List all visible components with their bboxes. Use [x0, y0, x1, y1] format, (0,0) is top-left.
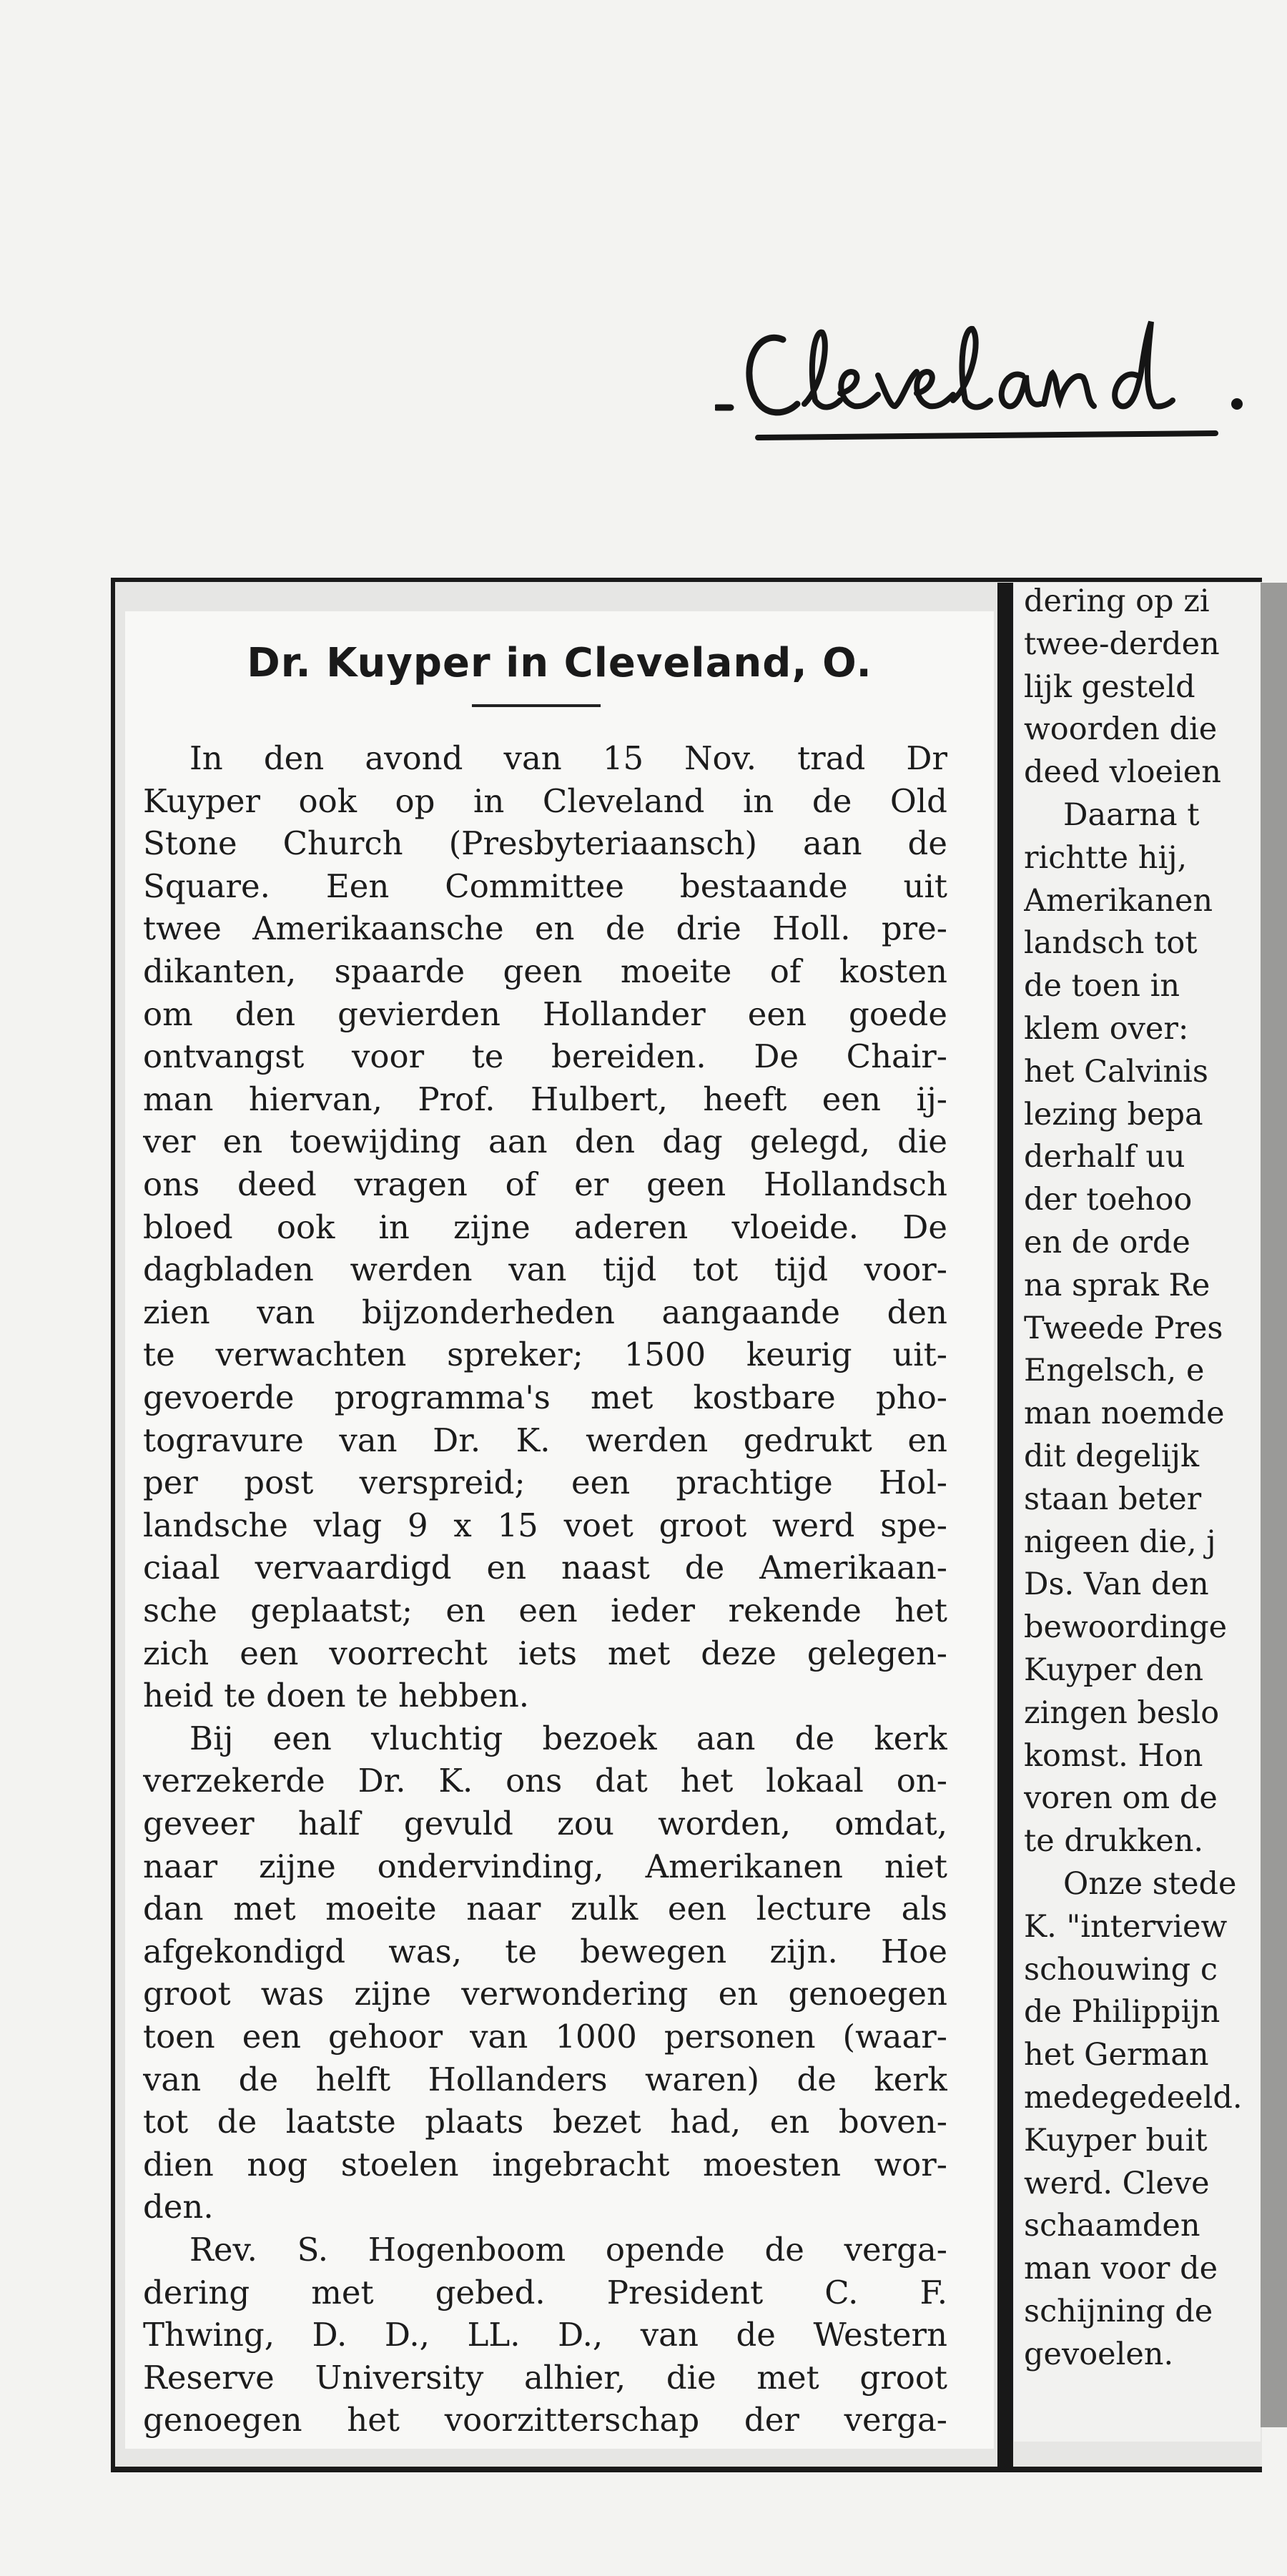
article-line: dering met gebed. President C. F.	[143, 2273, 947, 2311]
article-line-clipped: woorden die	[1024, 711, 1218, 748]
article-line-clipped: man voor de	[1024, 2251, 1218, 2287]
article-line: In den avond van 15 Nov. trad Dr	[189, 739, 947, 777]
article-line: sche geplaatst; en een ieder rekende het	[143, 1592, 947, 1629]
article-line-clipped: schouwing c	[1024, 1951, 1218, 1988]
article-line-clipped: na sprak Re	[1024, 1267, 1210, 1303]
article-line-clipped: te drukken.	[1024, 1823, 1204, 1860]
article-line: Square. Een Committee bestaande uit	[143, 867, 947, 905]
handwriting-cleveland	[715, 300, 1266, 458]
article-line: dien nog stoelen ingebracht moesten wor-	[143, 2145, 947, 2183]
article-line-clipped: lezing bepa	[1024, 1096, 1203, 1132]
article-line: te verwachten spreker; 1500 keurig uit-	[143, 1336, 947, 1374]
article-line: Rev. S. Hogenboom opende de verga-	[189, 2231, 947, 2269]
article-line-clipped: man noemde	[1024, 1396, 1225, 1432]
article-line-clipped: voren om de	[1024, 1780, 1218, 1817]
article-line-clipped: het German	[1024, 2037, 1209, 2073]
article-line: ver en toewijding aan den dag gelegd, die	[143, 1122, 947, 1161]
article-line-clipped: twee-derden	[1024, 626, 1220, 662]
article-line-clipped: bewoordinge	[1024, 1609, 1228, 1646]
article-line-clipped: schijning de	[1024, 2294, 1213, 2329]
column-divider	[997, 583, 1013, 2470]
article-line: twee Amerikaansche en de drie Holl. pre-	[143, 909, 947, 948]
article-title: Dr. Kuyper in Cleveland, O.	[247, 640, 872, 686]
article-line: heid te doen te hebben.	[143, 1677, 530, 1715]
article-line: ontvangst voor te bereiden. De Chair-	[143, 1037, 947, 1076]
article-line-clipped: Kuyper buit	[1024, 2122, 1208, 2158]
article-line-clipped: der toehoo	[1024, 1182, 1193, 1218]
article-line-clipped: Onze stede	[1063, 1866, 1237, 1902]
article-line-clipped: gevoelen.	[1024, 2336, 1174, 2372]
article-line: Stone Church (Presbyteriaansch) aan de	[143, 824, 947, 863]
article-line: zich een voorrecht iets met deze gelegen-	[143, 1634, 947, 1672]
article-line: Bij een vluchtig bezoek aan de kerk	[189, 1719, 947, 1757]
article-line-clipped: landsch tot	[1024, 925, 1198, 962]
article-line-clipped: medegedeeld.	[1024, 2080, 1243, 2116]
article-line-clipped: werd. Cleve	[1024, 2165, 1210, 2201]
article-line: van de helft Hollanders waren) de kerk	[143, 2060, 947, 2098]
article-line: groot was zijne verwondering en genoegen	[143, 1975, 947, 2013]
article-line-clipped: Engelsch, e	[1024, 1353, 1205, 1389]
article-line-clipped: K. "interview	[1024, 1908, 1228, 1945]
article-line: den.	[143, 2188, 214, 2226]
article-line: om den gevierden Hollander een goede	[143, 995, 947, 1033]
article-line-clipped: Daarna t	[1063, 797, 1200, 833]
article-line-clipped: komst. Hon	[1024, 1737, 1203, 1774]
article-line-clipped: en de orde	[1024, 1225, 1190, 1260]
article-line-clipped: Kuyper den	[1024, 1652, 1204, 1688]
handwritten-annotation	[715, 300, 1266, 458]
article-line: toen een gehoor van 1000 personen (waar-	[143, 2018, 947, 2056]
article-line: verzekerde Dr. K. ons dat het lokaal on-	[143, 1762, 947, 1800]
article-line: man hiervan, Prof. Hulbert, heeft een ij-	[143, 1080, 947, 1118]
article-line: ciaal vervaardigd en naast de Amerikaan-	[143, 1549, 947, 1587]
article-line-clipped: schaamden	[1024, 2208, 1200, 2244]
article-line-clipped: klem over:	[1024, 1011, 1189, 1047]
article-line: afgekondigd was, te bewegen zijn. Hoe	[143, 1932, 947, 1970]
article-line-clipped: nigeen die, j	[1024, 1524, 1216, 1560]
article-line: Kuyper ook op in Cleveland in de Old	[143, 781, 947, 820]
article-line: dan met moeite naar zulk een lecture als	[143, 1890, 947, 1928]
article-line: bloed ook in zijne aderen vloeide. De	[143, 1208, 947, 1246]
article-line-clipped: derhalf uu	[1024, 1139, 1185, 1175]
article-line-clipped: de Philippijn	[1024, 1994, 1221, 2030]
article-line-clipped: Ds. Van den	[1024, 1566, 1209, 1603]
article-line: naar zijne ondervinding, Amerikanen niet	[143, 1847, 947, 1885]
article-line-clipped: deed vloeien	[1024, 754, 1221, 791]
article-line-clipped: dit degelijk	[1024, 1438, 1200, 1474]
article-line-clipped: zingen beslo	[1024, 1694, 1220, 1731]
article-line: Thwing, D. D., LL. D., van de Western	[143, 2316, 947, 2354]
article-line: togravure van Dr. K. werden gedrukt en	[143, 1421, 947, 1459]
article-line: geveer half gevuld zou worden, omdat,	[143, 1805, 947, 1842]
article-line: landsche vlag 9 x 15 voet groot werd spe-	[143, 1506, 947, 1544]
article-line-clipped: richtte hij,	[1024, 839, 1188, 876]
article-line: Reserve University alhier, die met groot	[143, 2358, 947, 2397]
article-line-clipped: dering op zi	[1024, 583, 1210, 619]
article-line-clipped: het Calvinis	[1024, 1053, 1208, 1090]
article-line: ons deed vragen of er geen Hollandsch	[143, 1165, 947, 1203]
article-line-clipped: de toen in	[1024, 968, 1180, 1005]
article-line-clipped: Amerikanen	[1024, 882, 1213, 919]
article-line: dagbladen werden van tijd tot tijd voor-	[143, 1250, 947, 1289]
article-line-clipped: staan beter	[1024, 1481, 1202, 1517]
article-line: gevoerde programma's met kostbare pho-	[143, 1378, 947, 1416]
title-rule	[472, 704, 601, 707]
article-line-clipped: lijk gesteld	[1024, 668, 1195, 705]
article-line: zien van bijzonderheden aangaande den	[143, 1293, 947, 1331]
article-line-clipped: Tweede Pres	[1024, 1310, 1223, 1346]
article-line: tot de laatste plaats bezet had, en boven-	[143, 2103, 947, 2141]
article-line: genoegen het voorzitterschap der verga-	[143, 2401, 947, 2439]
article-line: per post verspreid; een prachtige Hol-	[143, 1464, 947, 1502]
article-line: dikanten, spaarde geen moeite of kosten	[143, 952, 947, 990]
